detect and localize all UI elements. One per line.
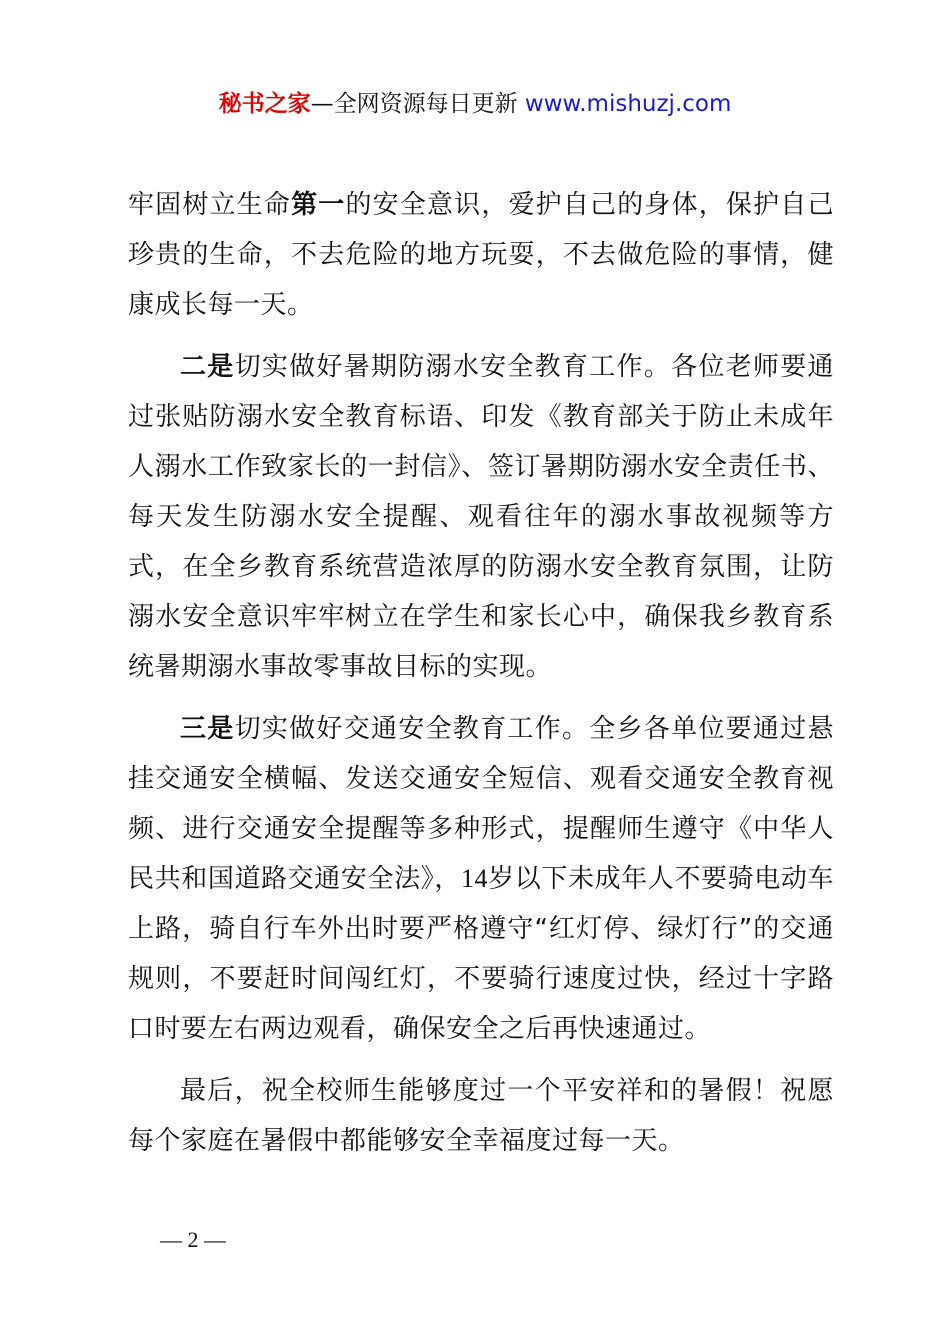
- paragraph-closing-wishes: [128, 1066, 834, 1166]
- brand-name: 秘书之家: [218, 91, 311, 117]
- paragraph-traffic-safety: [128, 704, 834, 1054]
- website-url[interactable]: www.mishuzj.com: [524, 91, 732, 117]
- header-slogan: —全网资源每日更新: [310, 91, 525, 117]
- paragraph-life-safety: [128, 180, 834, 330]
- paragraph-lead: 三是: [180, 714, 235, 744]
- page-header: [0, 86, 950, 122]
- paragraph-text: 切实做好暑期防溺水安全教育工作。各位老师要通过张贴防溺水安全教育标语、印发《教育部关于防止未成年人溺水工作致家长的一封信》、签订暑期防溺水安全责任书、每天发生防溺水安全提醒、观看往年的溺水事故视频等方式，在全乡教育系统营造浓厚的防溺水安全教育氛围，让防溺水安全意识牢牢树立在学生和家长心中，确保我乡教育系统暑期溺水事故零事故目标的实现。: [128, 352, 834, 682]
- age-number: 14: [461, 864, 488, 893]
- paragraph-lead: 二是: [180, 352, 235, 382]
- paragraph-drowning-prevention: [128, 342, 834, 692]
- page-number: — 2 —: [160, 1227, 226, 1252]
- paragraph-text: 岁以下未成年人不要骑电动车上路，骑自行车外出时要严格遵守“红灯停、绿灯行”的交通规则，不要赶时间闯红灯，不要骑行速度过快，经过十字路口时要左右两边观看，确保安全之后再快速通过。: [128, 864, 834, 1044]
- paragraph-text: 的安全意识，爱护自己的身体，保护自己珍贵的生命，不去危险的地方玩耍，不去做危险的事情，健康成长每一天。: [128, 190, 834, 320]
- bold-emphasis: 第一: [291, 190, 346, 220]
- paragraph-text: 切实做好交通安全教育工作。全乡各单位要通过悬挂交通安全横幅、发送交通安全短信、观看交通安全教育视频、进行交通安全提醒等多种形式，提醒师生遵守《中华人民共和国道路交通安全法》，: [128, 714, 834, 894]
- paragraph-text: 牢固树立生命: [128, 190, 292, 220]
- paragraph-text: 最后，祝全校师生能够度过一个平安祥和的暑假！祝愿每个家庭在暑假中都能够安全幸福度过每一天。: [128, 1076, 834, 1156]
- document-body: [128, 180, 834, 1178]
